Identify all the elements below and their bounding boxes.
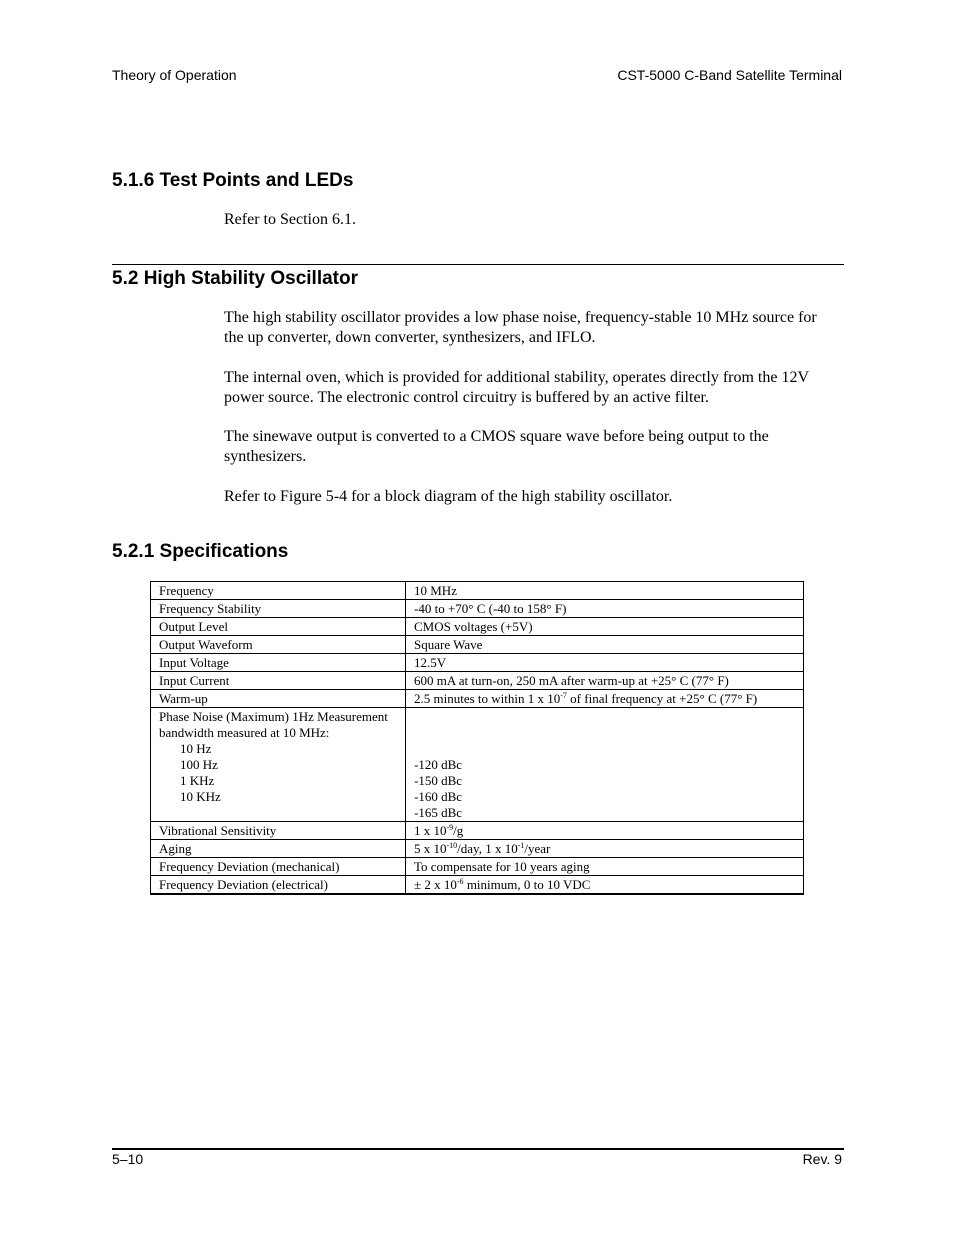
table-row [151,636,804,654]
spec-label: Input Current [151,672,406,690]
value-text: ± 2 x 10 [414,877,457,892]
revision-label: Rev. 9 [802,1151,842,1167]
spec-value [406,708,804,822]
spec-label: Output Waveform [151,636,406,654]
paragraph-4: Refer to Figure 5-4 for a block diagram of the high stability oscillator. [224,488,673,505]
spec-value: 10 MHz [406,582,804,600]
table-row [151,582,804,600]
spec-label: Frequency Stability [151,600,406,618]
table-row [151,708,804,822]
phase-noise-freq: 10 KHz [180,789,221,804]
running-header-left: Theory of Operation [112,67,237,83]
value-text: /year [524,841,551,856]
table-row [151,822,804,840]
spec-value: CMOS voltages (+5V) [406,618,804,636]
spec-value [406,876,804,895]
spec-value [406,690,804,708]
section-heading-5-1-6: 5.1.6 Test Points and LEDs [112,170,354,191]
paragraph-3: The sinewave output is converted to a CMOS square wave before being output to the synthesizers. [224,428,769,465]
table-row [151,840,804,858]
spec-value [406,822,804,840]
phase-noise-freq: 1 KHz [180,773,215,788]
section-heading-5-2: 5.2 High Stability Oscillator [112,268,359,289]
table-row [151,876,804,895]
spec-label: Warm-up [151,690,406,708]
table-row [151,690,804,708]
paragraph-1: The high stability oscillator provides a low phase noise, frequency-stable 10 MHz source for the up converter, down converter, synthesizers, and IFLO. [224,309,817,346]
exponent: -7 [560,691,567,700]
phase-noise-value: -160 dBc [414,789,463,804]
specifications-table [150,581,804,895]
table-row [151,600,804,618]
phase-noise-value: -165 dBc [414,805,463,820]
table-row [151,672,804,690]
spec-label: Output Level [151,618,406,636]
spec-value [406,840,804,858]
table-row [151,618,804,636]
paragraph-2: The internal oven, which is provided for additional stability, operates directly from the 12V power source. The electronic control circuitry is buffered by an active filter. [224,369,809,406]
value-text: 5 x 10 [414,841,447,856]
table-row [151,654,804,672]
spec-value: To compensate for 10 years aging [406,858,804,876]
phase-noise-freq: 10 Hz [180,741,212,756]
spec-label: Frequency Deviation (electrical) [151,876,406,895]
footer-rule [112,1148,844,1150]
spec-value: 12.5V [406,654,804,672]
spec-label: Frequency Deviation (mechanical) [151,858,406,876]
phase-noise-freq: 100 Hz [180,757,218,772]
table-row [151,858,804,876]
spec-label [151,708,406,822]
section-5-1-6-text: Refer to Section 6.1. [224,211,356,228]
value-text: 1 x 10 [414,823,447,838]
exponent: -9 [446,823,454,832]
value-text: /day, 1 x 10 [457,841,518,856]
phase-noise-label: Phase Noise (Maximum) 1Hz Measurement bandwidth measured at 10 MHz: [159,709,388,740]
value-text: /g [453,823,464,838]
value-text: 2.5 minutes to within 1 x 10 [414,691,561,706]
spec-label: Vibrational Sensitivity [151,822,406,840]
spec-value: Square Wave [406,636,804,654]
exponent: -10 [446,841,458,850]
phase-noise-value: -120 dBc [414,757,463,772]
value-text: minimum, 0 to 10 VDC [463,877,591,892]
spec-value: -40 to +70° C (-40 to 158° F) [406,600,804,618]
value-text: of final frequency at +25° C (77° F) [566,691,758,706]
phase-noise-value: -150 dBc [414,773,463,788]
section-divider [112,264,844,265]
section-heading-5-2-1: 5.2.1 Specifications [112,541,289,562]
spec-label: Aging [151,840,406,858]
spec-label: Input Voltage [151,654,406,672]
page-number: 5–10 [112,1151,144,1167]
spec-value: 600 mA at turn-on, 250 mA after warm-up at +25° C (77° F) [406,672,804,690]
exponent: -1 [517,841,525,850]
spec-label: Frequency [151,582,406,600]
exponent: -6 [456,877,464,886]
running-header-right: CST-5000 C-Band Satellite Terminal [617,67,842,83]
